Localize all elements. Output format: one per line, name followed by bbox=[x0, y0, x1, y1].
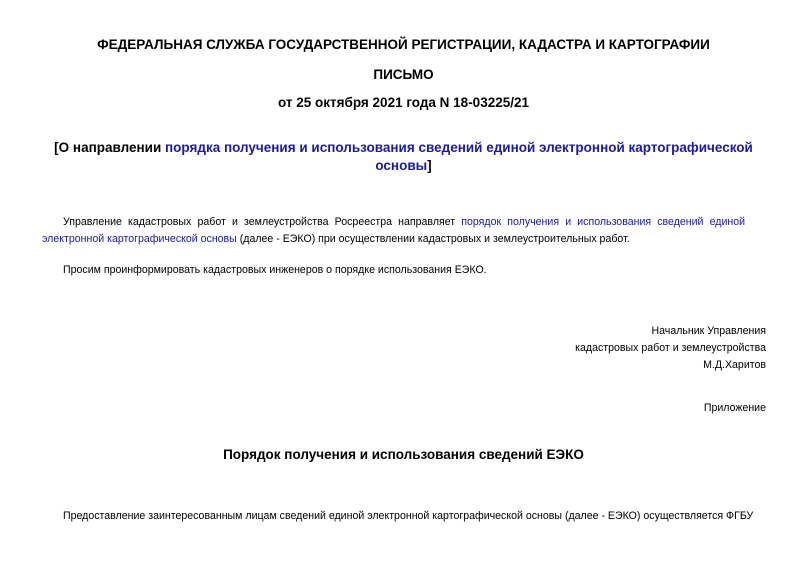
paragraph-1-tail: (далее - ЕЭКО) при осуществлении кадастровых и землеустроительных работ. bbox=[236, 233, 630, 245]
signature-department: кадастровых работ и землеустройства bbox=[575, 342, 766, 354]
paragraph-1-line-2 bbox=[42, 231, 766, 248]
signature-block bbox=[400, 323, 766, 374]
order-link-continued[interactable]: электронной картографической основы bbox=[42, 233, 237, 245]
paragraph-1-lead: Управление кадастровых работ и землеустройства Росреестра направляет bbox=[63, 216, 462, 228]
subject-link-continued[interactable]: основы bbox=[375, 158, 428, 173]
signature-position: Начальник Управления bbox=[651, 325, 766, 337]
appendix-label: Приложение bbox=[703, 402, 766, 414]
section-title: Порядок получения и использования сведений ЕЭКО bbox=[223, 447, 584, 462]
document-type: ПИСЬМО bbox=[373, 67, 434, 82]
subject-close-bracket: ] bbox=[427, 158, 432, 173]
document-date-number: от 25 октября 2021 года N 18-03225/21 bbox=[277, 95, 529, 110]
paragraph-1-line-1 bbox=[42, 214, 766, 231]
body-paragraph-1 bbox=[42, 214, 766, 248]
body-paragraph-2: Просим проинформировать кадастровых инженеров о порядке использования ЕЭКО. bbox=[63, 264, 487, 276]
section-paragraph: Предоставление заинтересованным лицам сведений единой электронной картографической основы (далее - ЕЭКО) осуществляется ФГБУ bbox=[63, 510, 754, 522]
signature-name: М.Д.Харитов bbox=[703, 359, 766, 371]
order-link[interactable]: порядок получения и использования сведений единой bbox=[461, 216, 746, 228]
subject-link[interactable]: порядка получения и использования сведений единой электронной картографической bbox=[165, 140, 753, 155]
subject-open-bracket: [О направлении bbox=[54, 140, 166, 155]
document-subject bbox=[0, 139, 807, 175]
agency-title: ФЕДЕРАЛЬНАЯ СЛУЖБА ГОСУДАРСТВЕННОЙ РЕГИСТРАЦИИ, КАДАСТРА И КАРТОГРАФИИ bbox=[97, 37, 710, 52]
